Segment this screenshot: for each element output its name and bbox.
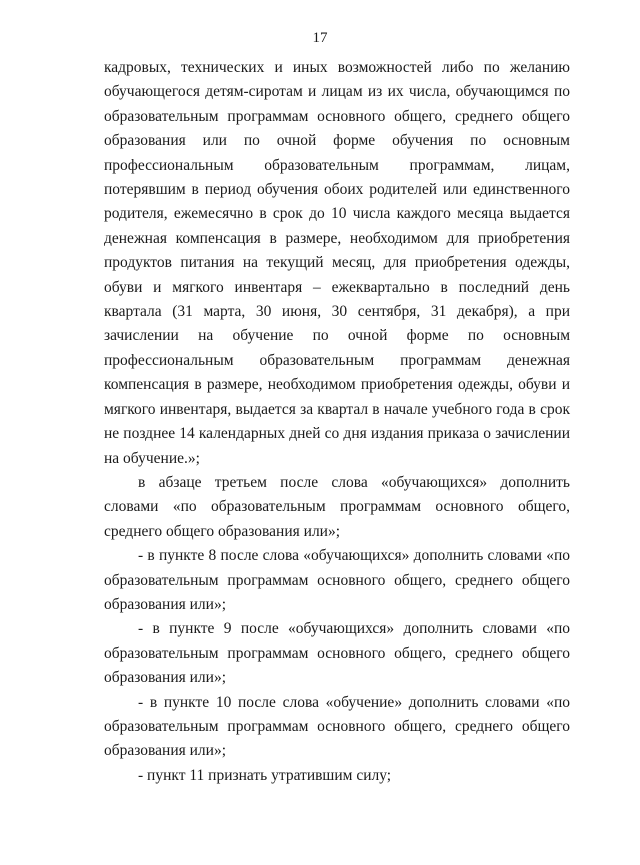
paragraph-continuation: кадровых, технических и иных возможностей либо по желанию обучающегося детям-сиротам и лицам из их числа, обучающимся по образовательным программам основного общего, среднего общего образования или по очной форме обучения по основным профессиональным образовательным программам, лицам, потерявшим в период обучения обоих родителей или единственного родителя, ежемесячно в срок до 10 числа каждого месяца выдается денежная компенсация в размере, необходимом для приобретения продуктов питания на текущий месяц, для приобретения одежды, обуви и мягкого инвентаря – ежеквартально в последний день квартала (31 марта, 30 июня, 30 сентября, 31 декабря), а при зачислении на обучение по очной форме по основным профессиональным образовательным программам денежная компенсация в размере, необходимом приобретения одежды, обуви и мягкого инвентаря, выдается за квартал в начале учебного года в срок не позднее 14 календарных дней со дня издания приказа о зачислении на обучение.»;	[104, 59, 570, 467]
paragraph-amendment-item-9: - в пункте 9 после «обучающихся» дополнить словами «по образовательным программам основного общего, среднего общего образования или»;	[104, 620, 570, 687]
page-number: 17	[312, 30, 328, 46]
paragraph-amendment-third-indent: в абзаце третьем после слова «обучающихся» дополнить словами «по образовательным программам основного общего, среднего общего образования или»;	[104, 473, 570, 540]
paragraph-amendment-item-8: - в пункте 8 после слова «обучающихся» дополнить словами «по образовательным программам основного общего, среднего общего образования или»;	[104, 547, 570, 613]
paragraph-amendment-item-11: - пункт 11 признать утратившим силу;	[138, 766, 392, 784]
paragraph-amendment-item-10: - в пункте 10 после слова «обучение» дополнить словами «по образовательным программам основного общего, среднего общего образования или»;	[104, 693, 570, 760]
document-body	[104, 56, 570, 788]
